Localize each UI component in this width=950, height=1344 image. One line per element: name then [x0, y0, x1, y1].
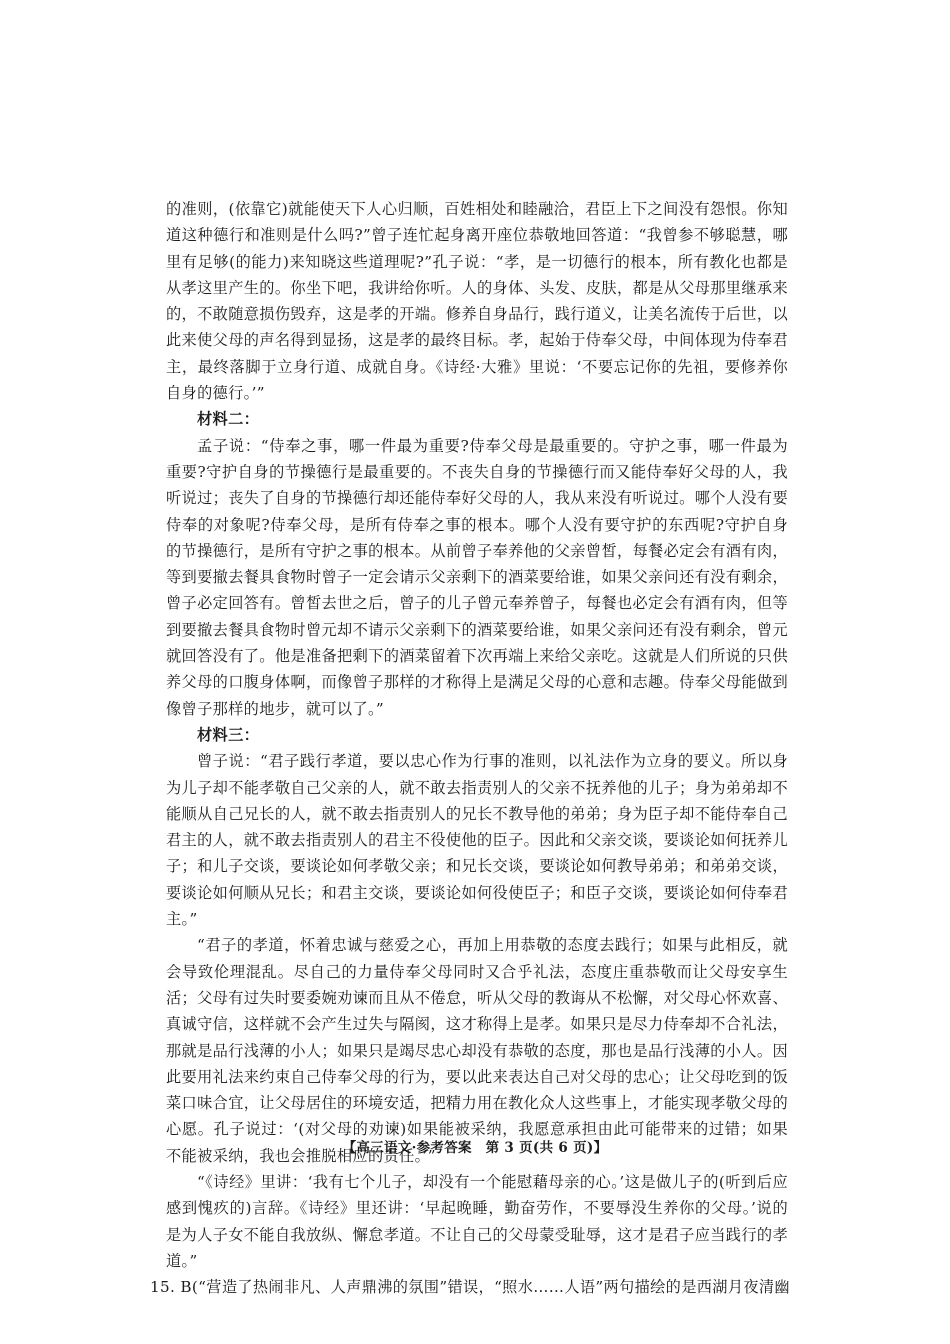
material-three-paragraph: 曾子说：“君子践行孝道，要以忠心作为行事的准则，以礼法作为立身的要义。所以身为儿子却不能孝敬自己父亲的人，就不敢去指责别人的父亲不抚养他的儿子；身为弟弟却不能顺从自己兄长的人，就不敢去指责别人的兄长不教导他的弟弟；身为臣子却不能侍奉自己君主的人，就不敢去指责别人的君主不役使他的臣子。因此和父亲交谈，要谈论如何抚养儿子；和儿子交谈，要谈论如何孝敬父亲；和兄长交谈，要谈论如何教导弟弟；和弟弟交谈，要谈论如何顺从兄长；和君主交谈，要谈论如何役使臣子；和臣子交谈，要谈论如何侍奉君主。” [166, 752, 788, 929]
page-footer: 【高三语文·参考答案 第 3 页(共 6 页)】 [342, 1140, 608, 1156]
material-two-heading: 材料二： [197, 410, 260, 429]
material-three-paragraph: “《诗经》里讲：‘我有七个儿子，却没有一个能慰藉母亲的心。’这是做儿子的(听到后应感到愧疚的)言辞。《诗经》里还讲：‘早起晚睡，勤奋劳作，不要辱没生养你的父母。’说的是为人子女不能自我放纵、懈怠孝道。不让自己的父母蒙受耻辱，这才是君子应当践行的孝道。” [166, 1172, 788, 1270]
answer-content [150, 196, 790, 1300]
answer-15: 15. B(“营造了热闹非凡、人声鼎沸的氛围”错误，“照水……人语”两句描绘的是西湖月夜清幽 [150, 1278, 790, 1297]
material-two-paragraph: 孟子说：“侍奉之事，哪一件最为重要?侍奉父母是最重要的。守护之事，哪一件最为重要?守护自身的节操德行是最重要的。不丧失自身的节操德行而又能侍奉好父母的人，我听说过；丧失了自身的节操德行却还能侍奉好父母的人，我从来没有听说过。哪个人没有要侍奉的对象呢?侍奉父母，是所有侍奉之事的根本。哪个人没有要守护的东西呢?守护自身的节操德行，是所有守护之事的根本。从前曾子奉养他的父亲曾皙，每餐必定会有酒有肉，等到要撤去餐具食物时曾子一定会请示父亲剩下的酒菜要给谁，如果父亲问还有没有剩余，曾子必定回答有。曾皙去世之后，曾子的儿子曾元奉养曾子，每餐也必定会有酒有肉，但等到要撤去餐具食物时曾元却不请示父亲剩下的酒菜要给谁，如果父亲问还有没有剩余，曾元就回答没有了。他是准备把剩下的酒菜留着下次再端上来给父亲吃。这就是人们所说的只供养父母的口腹身体啊，而像曾子那样的才称得上是满足父母的心意和志趣。侍奉父母能做到像曾子那样的地步，就可以了。” [166, 436, 788, 718]
material-one-paragraph: 的准则，(依靠它)就能使天下人心归顺，百姓相处和睦融洽，君臣上下之间没有怨恨。你知道这种德行和准则是什么吗?”曾子连忙起身离开座位恭敬地回答道：“我曾参不够聪慧，哪里有足够(的能力)来知晓这些道理呢?”孔子说：“孝，是一切德行的根本，所有教化也都是从孝这里产生的。你坐下吧，我讲给你听。人的身体、头发、皮肤，都是从父母那里继承来的，不敢随意损伤毁弃，这是孝的开端。修养自身品行，践行道义，让美名流传于后世，以此来使父母的声名得到显扬，这是孝的最终目标。孝，起始于侍奉父母，中间体现为侍奉君主，最终落脚于立身行道、成就自身。《诗经·大雅》里说：‘不要忘记你的先祖，要修养你自身的德行。’” [166, 200, 788, 403]
material-three-paragraph: “君子的孝道，怀着忠诚与慈爱之心，再加上用恭敬的态度去践行；如果与此相反，就会导致伦理混乱。尽自己的力量侍奉父母同时又合乎礼法，态度庄重恭敬而让父母安享生活；父母有过失时要委婉劝谏而且从不倦怠，听从父母的教诲从不松懈，对父母心怀欢喜、真诚守信，这样就不会产生过失与隔阂，这才称得上是孝。如果只是尽力侍奉却不合礼法，那就是品行浅薄的小人；如果只是竭尽忠心却没有恭敬的态度，那也是品行浅薄的小人。因此要用礼法来约束自己侍奉父母的行为，要以此来表达自己对父母的忠心；让父母吃到的饭菜口味合宜，让父母居住的环境安适，把精力用在教化众人这些事上，才能实现孝敬父母的心愿。孔子说过：‘(对父母的劝谏)如果能被采纳，我愿意承担由此可能带来的过错；如果不能被采纳，我也会推脱相应的责任。’” [166, 936, 788, 1165]
material-three-heading: 材料三： [197, 725, 260, 744]
